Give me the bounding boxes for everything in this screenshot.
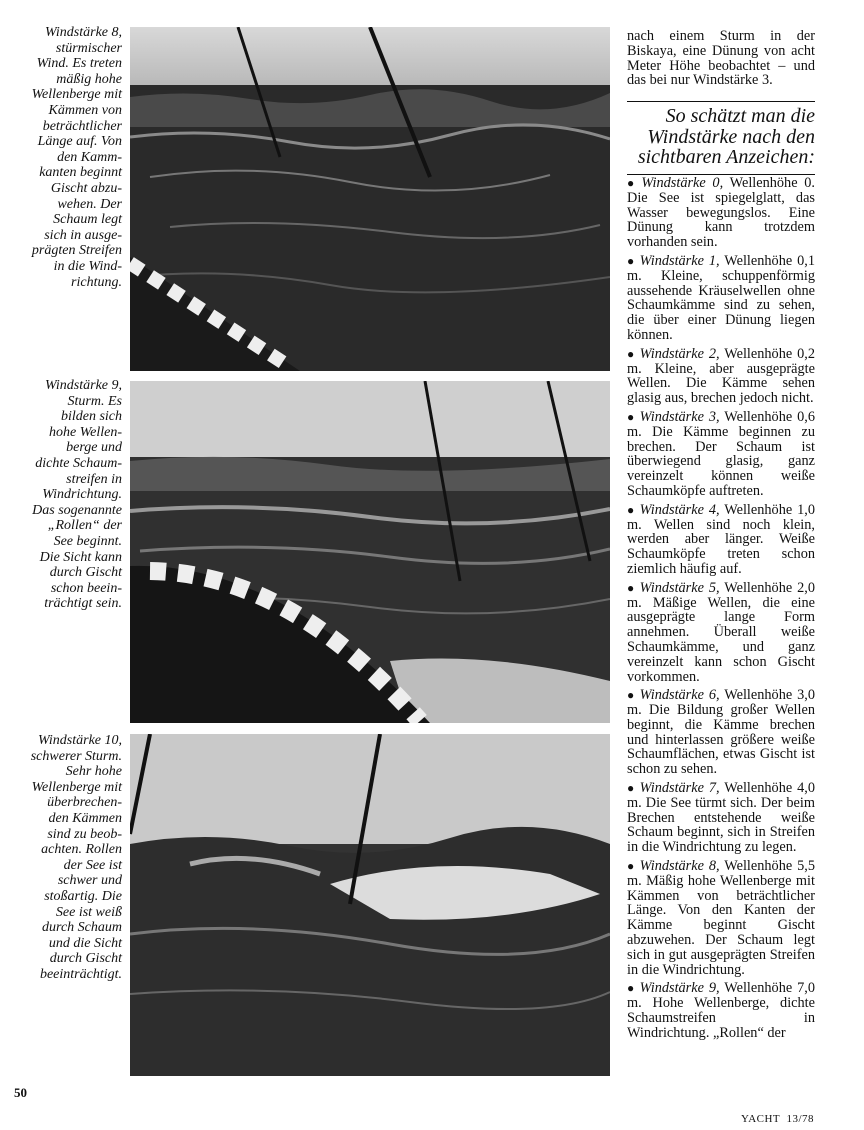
list-item: ● Windstärke 8, Wellenhöhe 5,5 m. Mäßig hohe Wellenberge mit Kämmen von beträchtlicher Länge. Von den Kanten der Kämme beginnt Gischt abzuwehen. Der Schaum legt sich in gut ausgeprägten Streifen in die Windrichtung.: [627, 858, 815, 978]
photo-caption-3: Windstärke 10, schwerer Sturm. Sehr hohe Wellenberge mit überbrechen- den Kämmen sind zu beob- achten. Rollen der See ist schwer und stoßartig. Die See ist weiß durch Schaum und die Sicht durch Gischt beeinträchtigt.: [30, 733, 122, 982]
intro-paragraph: nach einem Sturm in der Biskaya, eine Dünung von acht Meter Höhe beobachtet – und das bei nur Windstärke 3.: [627, 28, 815, 89]
storm-sea-photo-1: [130, 27, 610, 371]
bullet-icon: ●: [627, 859, 636, 874]
list-item: ● Windstärke 0, Wellenhöhe 0. Die See ist spiegelglatt, das Wasser bewegungslos. Eine Dünung kann trotzdem vorhanden sein.: [627, 175, 815, 251]
section-heading: So schätzt man die Windstärke nach den sichtbaren Anzeichen:: [627, 101, 815, 175]
bullet-icon: ●: [627, 346, 636, 361]
list-item: ● Windstärke 1, Wellenhöhe 0,1 m. Kleine, schuppenförmig aussehende Kräuselwellen ohne Schaumkämme sind zu sehen, die über einer Dünung liegen können.: [627, 252, 815, 343]
list-item: ● Windstärke 3, Wellenhöhe 0,6 m. Die Kämme beginnen zu brechen. Der Schaum ist überwiegend glasig, ganz vereinzelt können weiße Schaumköpfe auftreten.: [627, 408, 815, 499]
magazine-footer: YACHT 13/78: [740, 1113, 814, 1125]
list-item: ● Windstärke 5, Wellenhöhe 2,0 m. Mäßige Wellen, die eine ausgeprägte lange Form annehmen. Überall weiße Schaumkämme, und ganz vereinzelt kann schon Gischt vorkommen.: [627, 579, 815, 685]
storm-sea-photo-3: [130, 734, 610, 1076]
bullet-icon: ●: [627, 981, 636, 996]
page-number: 50: [14, 1085, 27, 1100]
photo-caption-1: Windstärke 8, stürmischer Wind. Es treten mäßig hohe Wellenberge mit Kämmen von beträchtlicher Länge auf. Von den Kamm- kanten beginnt Gischt abzu- wehen. Der Schaum legt sich in ausge- prägten Streifen in die Wind- richtung.: [31, 25, 122, 290]
list-item: ● Windstärke 9, Wellenhöhe 7,0 m. Hohe Wellenberge, dichte Schaumstreifen in Windrichtung. „Rollen“ der: [627, 980, 815, 1041]
bullet-icon: ●: [627, 176, 638, 190]
bullet-icon: ●: [627, 409, 636, 424]
bullet-icon: ●: [627, 502, 636, 517]
wind-force-list: [627, 176, 815, 1045]
list-item: ● Windstärke 4, Wellenhöhe 1,0 m. Wellen sind noch klein, werden aber länger. Weiße Schaumköpfe treten schon ziemlich häufig auf.: [627, 501, 815, 577]
photo-caption-2: Windstärke 9, Sturm. Es bilden sich hohe Wellen- berge und dichte Schaum- streifen in Windrichtung. Das sogenannte „Rollen“ der See beginnt. Die Sicht kann durch Gischt schon beein- trächtigt sein.: [32, 378, 122, 612]
bullet-icon: ●: [627, 580, 636, 595]
bullet-icon: ●: [627, 781, 636, 796]
list-item: ● Windstärke 6, Wellenhöhe 3,0 m. Die Bildung großer Wellen beginnt, die Kämme brechen und hinterlassen größere weiße Schaumflächen, etwas Gischt ist schon zu sehen.: [627, 687, 815, 778]
bullet-icon: ●: [627, 688, 636, 703]
bullet-icon: ●: [627, 253, 636, 268]
list-item: ● Windstärke 2, Wellenhöhe 0,2 m. Kleine, aber ausgeprägte Wellen. Die Kämme sehen glasig aus, brechen jedoch nicht.: [627, 345, 815, 407]
list-item: ● Windstärke 7, Wellenhöhe 4,0 m. Die See türmt sich. Der beim Brechen entstehende weiße Schaum beginnt, sich in Streifen in die Windrichtung zu legen.: [627, 780, 815, 856]
storm-sea-photo-2: [130, 381, 610, 723]
